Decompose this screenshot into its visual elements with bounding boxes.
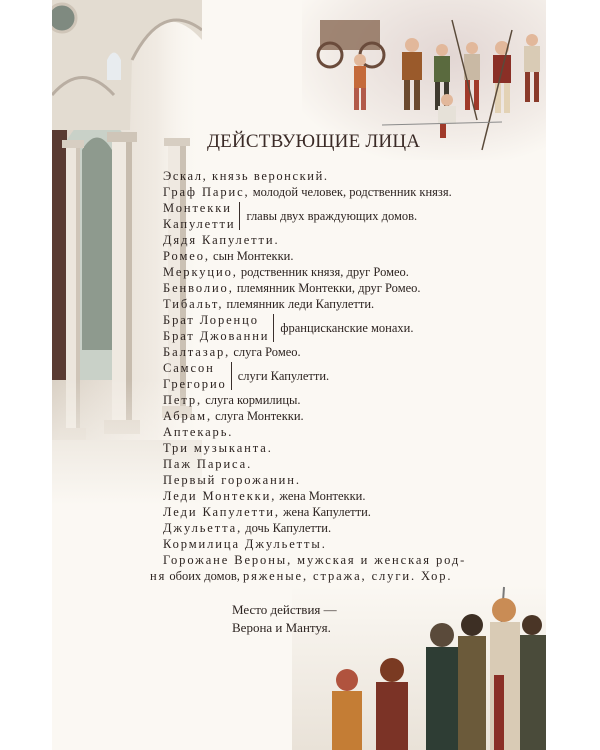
cast-citizens-2: [150, 568, 508, 584]
cast-citizens-2c: ряженые, стража, слуги. Хор.: [242, 569, 453, 583]
cast-capulet: Капулетти: [163, 217, 236, 231]
cast-mercutio-name: Меркуцио,: [163, 265, 238, 279]
cast-gregory: Грегорио: [163, 377, 227, 391]
cast-friar-john: Брат Джованни: [163, 329, 270, 343]
cast-montague: Монтекки: [163, 201, 232, 215]
cast-lady-montague-name: Леди Монтекки,: [163, 489, 277, 503]
cast-peter-name: Петр,: [163, 393, 203, 407]
cast-lady-capulet-desc: жена Капулетти.: [279, 505, 371, 519]
cast-peter-desc: слуга кормилицы.: [202, 393, 301, 407]
cast-lady-capulet-name: Леди Капулетти,: [163, 505, 280, 519]
cast-peter: [163, 392, 508, 408]
cast-nurse: Кормилица Джульетты.: [163, 537, 327, 551]
cast-tybalt: [163, 296, 508, 312]
cast-balthasar: [163, 344, 508, 360]
cast-group-heads-desc: главы двух враждующих домов.: [246, 208, 418, 223]
cast-paris-desc: молодой человек, родственник князя.: [249, 185, 452, 199]
cast-balthasar-name: Балтазар,: [163, 345, 231, 359]
cast-mercutio: [163, 264, 508, 280]
cast-escalus: Эскал, князь веронский.: [163, 169, 329, 183]
cast-citizens-2b: обоих домов,: [166, 569, 243, 583]
cast-romeo-desc: сын Монтекки.: [209, 249, 294, 263]
page-heading: ДЕЙСТВУЮЩИЕ ЛИЦА: [207, 131, 421, 152]
cast-group-friars-desc: францисканские монахи.: [280, 320, 414, 335]
cast-juliet: [163, 520, 508, 536]
cast-group-friars: [163, 312, 508, 344]
cast-musicians: Три музыканта.: [163, 441, 273, 455]
cast-benvolio-name: Бенволио,: [163, 281, 234, 295]
cast-abram-name: Абрам,: [163, 409, 212, 423]
cast-citizen: Первый горожанин.: [163, 473, 301, 487]
cast-group-heads: [163, 200, 508, 232]
cast-uncle: Дядя Капулетти.: [163, 233, 280, 247]
group-bracket: [273, 314, 274, 342]
cast-sampson: Самсон: [163, 361, 215, 375]
cast-apothecary: Аптекарь.: [163, 425, 234, 439]
cast-page: Паж Париса.: [163, 457, 253, 471]
place-line-1: Место действия —: [232, 602, 337, 617]
place-line-2: Верона и Мантуя.: [232, 620, 331, 635]
cast-abram: [163, 408, 508, 424]
cast-benvolio-desc: племянник Монтекки, друг Ромео.: [233, 281, 421, 295]
cast-friar-lawrence: Брат Лоренцо: [163, 313, 259, 327]
cast-citizens-2a: ня: [150, 569, 167, 583]
cast-lady-montague-desc: жена Монтекки.: [276, 489, 366, 503]
cast-romeo: [163, 248, 508, 264]
cast-lady-montague: [163, 488, 508, 504]
cast-paris: [163, 184, 508, 200]
cast-benvolio: [163, 280, 508, 296]
cast-group-servants: [163, 360, 508, 392]
cast-romeo-name: Ромео,: [163, 249, 210, 263]
cast-mercutio-desc: родственник князя, друг Ромео.: [237, 265, 409, 279]
cast-tybalt-desc: племянник леди Капулетти.: [223, 297, 375, 311]
cast-lady-capulet: [163, 504, 508, 520]
cast-juliet-name: Джульетта,: [163, 521, 243, 535]
group-bracket: [231, 362, 232, 390]
cast-list: [150, 168, 508, 584]
cast-group-servants-desc: слуги Капулетти.: [237, 368, 330, 383]
cast-abram-desc: слуга Монтекки.: [212, 409, 304, 423]
group-bracket: [239, 202, 240, 230]
place-of-action: [232, 601, 337, 637]
cast-paris-name: Граф Парис,: [163, 185, 250, 199]
cast-citizens-1: Горожане Вероны, мужская и женская род-: [163, 553, 467, 567]
cast-balthasar-desc: слуга Ромео.: [230, 345, 301, 359]
cast-juliet-desc: дочь Капулетти.: [242, 521, 332, 535]
cast-tybalt-name: Тибальт,: [163, 297, 224, 311]
